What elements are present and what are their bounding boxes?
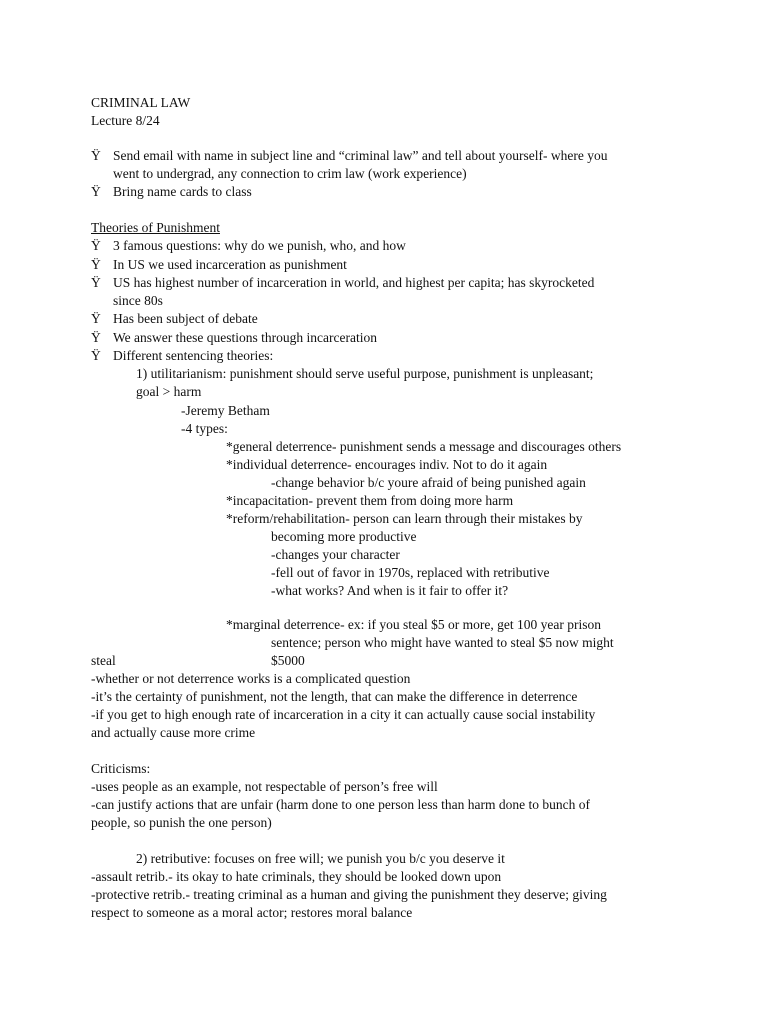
deterrence-note-1: -whether or not deterrence works is a complicated question <box>91 671 411 686</box>
bullet-glyph: Ÿ <box>91 184 101 199</box>
intro-bullet-1-line-2: went to undergrad, any connection to crim law (work experience) <box>113 166 467 181</box>
bullet-glyph: Ÿ <box>91 330 101 345</box>
protective-retributive-line-1: -protective retrib.- treating criminal as a human and giving the punishment they deserve; giving <box>91 887 607 902</box>
criticism-2-line-1: -can justify actions that are unfair (harm done to one person less than harm done to bunch of <box>91 797 590 812</box>
retributive-line-1: 2) retributive: focuses on free will; we punish you b/c you deserve it <box>136 851 505 866</box>
marginal-steal: steal <box>91 653 116 668</box>
bullet-glyph: Ÿ <box>91 275 101 290</box>
deterrence-note-3-line-2: and actually cause more crime <box>91 725 256 740</box>
bullet-glyph: Ÿ <box>91 148 101 163</box>
criticisms-heading: Criticisms: <box>91 761 151 776</box>
marginal-line-2: sentence; person who might have wanted to steal $5 now might <box>271 635 614 650</box>
reform-line-3: -changes your character <box>271 547 400 562</box>
protective-retributive-line-2: respect to someone as a moral actor; restores moral balance <box>91 905 413 920</box>
deterrence-note-2: -it’s the certainty of punishment, not the length, that can make the difference in deterrence <box>91 689 578 704</box>
utilitarianism-types: -4 types: <box>181 421 228 436</box>
theories-bullet-1: 3 famous questions: why do we punish, who, and how <box>113 238 406 253</box>
bullet-glyph: Ÿ <box>91 238 101 253</box>
document-title: CRIMINAL LAW <box>91 95 191 110</box>
reform-line-2: becoming more productive <box>271 529 417 544</box>
criticism-2-line-2: people, so punish the one person) <box>91 815 272 830</box>
marginal-deterrence: *marginal deterrence- ex: if you steal $5 or more, get 100 year prison <box>226 617 601 632</box>
assault-retributive: -assault retrib.- its okay to hate criminals, they should be looked down upon <box>91 869 502 884</box>
theories-bullet-2: In US we used incarceration as punishment <box>113 257 347 272</box>
theories-bullet-4: Has been subject of debate <box>113 311 258 326</box>
theories-bullet-3-line-1: US has highest number of incarceration in world, and highest per capita; has skyrocketed <box>113 275 595 290</box>
theories-bullet-3-line-2: since 80s <box>113 293 163 308</box>
theories-bullet-6: Different sentencing theories: <box>113 348 274 363</box>
reform-line-5: -what works? And when is it fair to offer it? <box>271 583 509 598</box>
marginal-amount: $5000 <box>271 653 305 668</box>
reform-line-4: -fell out of favor in 1970s, replaced with retributive <box>271 565 550 580</box>
utilitarianism-line-1: 1) utilitarianism: punishment should serve useful purpose, punishment is unpleasant; <box>136 366 594 381</box>
intro-bullet-2: Bring name cards to class <box>113 184 252 199</box>
individual-deterrence-sub: -change behavior b/c youre afraid of being punished again <box>271 475 586 490</box>
criticism-1: -uses people as an example, not respectable of person’s free will <box>91 779 438 794</box>
incapacitation: *incapacitation- prevent them from doing more harm <box>226 493 514 508</box>
general-deterrence: *general deterrence- punishment sends a message and discourages others <box>226 439 622 454</box>
utilitarianism-jeremy: -Jeremy Betham <box>181 403 270 418</box>
utilitarianism-line-2: goal > harm <box>136 384 202 399</box>
bullet-glyph: Ÿ <box>91 257 101 272</box>
bullet-glyph: Ÿ <box>91 311 101 326</box>
deterrence-note-3-line-1: -if you get to high enough rate of incarceration in a city it can actually cause social instability <box>91 707 596 722</box>
bullet-glyph: Ÿ <box>91 348 101 363</box>
theories-heading: Theories of Punishment <box>91 220 220 235</box>
lecture-date: Lecture 8/24 <box>91 113 160 128</box>
individual-deterrence: *individual deterrence- encourages indiv. Not to do it again <box>226 457 548 472</box>
reform-rehabilitation: *reform/rehabilitation- person can learn through their mistakes by <box>226 511 583 526</box>
theories-bullet-5: We answer these questions through incarceration <box>113 330 377 345</box>
intro-bullet-1-line-1: Send email with name in subject line and “criminal law” and tell about yourself- where you <box>113 148 608 163</box>
